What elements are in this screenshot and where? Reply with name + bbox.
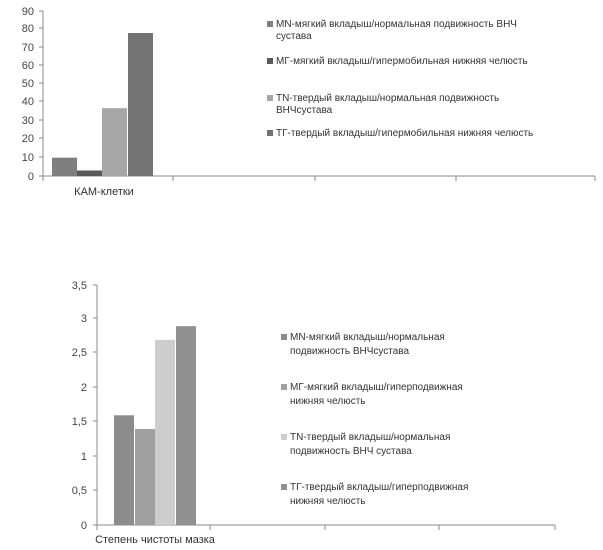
chart-2 <box>72 280 555 546</box>
legend-entry <box>276 19 517 42</box>
legend-entry-line: сустава <box>276 31 312 42</box>
legend-swatch <box>267 95 273 101</box>
y-tick-label: 80 <box>21 23 34 35</box>
y-tick-label: 30 <box>21 115 34 127</box>
y-tick-label: 20 <box>21 133 34 145</box>
x-category-label: Степень чистоты мазка <box>95 534 215 546</box>
legend-entry-line: MN-мягкий вкладыш/нормальная подвижность ВНЧ <box>276 19 517 30</box>
legend-entry <box>276 93 499 116</box>
bar-series-3 <box>155 340 175 525</box>
y-tick-label: 0,5 <box>71 485 87 497</box>
y-tick-label: 3 <box>80 313 87 325</box>
bar-series-4 <box>128 33 153 176</box>
legend-entry-line: TN-твердый вкладыш/нормальная подвижность <box>276 93 500 104</box>
legend-entry-line: подвижность ВНЧ сустава <box>290 446 412 457</box>
bar-series-4 <box>176 326 196 525</box>
y-tick-label: 90 <box>21 6 34 18</box>
legend-swatch <box>267 58 273 64</box>
y-tick-label: 40 <box>21 96 34 108</box>
legend-swatch <box>281 434 287 440</box>
legend-entry-line: MГ-мягкий вкладыш/гиперподвижная <box>290 382 463 393</box>
y-tick-label: 50 <box>21 78 34 90</box>
x-category-label: КАМ-клетки <box>74 186 134 198</box>
y-tick-label: 3,5 <box>71 280 87 292</box>
y-tick-label: 60 <box>21 60 34 72</box>
y-tick-label: 10 <box>21 152 34 164</box>
y-tick-label: 1 <box>80 451 87 463</box>
y-tick-label: 2 <box>80 382 87 394</box>
legend-swatch <box>281 334 287 340</box>
bar-series-1 <box>52 158 77 176</box>
legend-entry <box>276 127 533 139</box>
bar-series-2 <box>77 171 102 177</box>
bar-series-3 <box>102 108 127 176</box>
y-tick-label: 70 <box>21 42 34 54</box>
legend-entry <box>290 432 450 457</box>
legend-entry <box>290 332 445 357</box>
y-tick-label: 0 <box>27 171 34 183</box>
legend-entry-line: ВНЧсустава <box>276 105 333 116</box>
legend-entry-line: подвижность ВНЧсустава <box>290 346 410 357</box>
legend-swatch <box>281 384 287 390</box>
legend-swatch <box>267 130 273 136</box>
legend-entry <box>290 482 468 507</box>
legend-entry-line: TN-твердый вкладыш/нормальная <box>290 432 451 443</box>
legend-entry-line: MГ-мягкий вкладыш/гипермобильная нижняя челюсть <box>276 56 528 67</box>
legend-entry <box>290 382 463 407</box>
legend-entry-line: нижняя челюсть <box>290 496 366 507</box>
legend-swatch <box>267 21 273 27</box>
legend-swatch <box>281 484 287 490</box>
bar-series-2 <box>135 429 155 525</box>
chart-1 <box>22 6 595 198</box>
bar-series-1 <box>114 415 134 525</box>
legend-entry-line: TГ-твердый вкладыш/гипермобильная нижняя челюсть <box>276 128 534 139</box>
y-tick-label: 1,5 <box>71 416 87 428</box>
legend-entry-line: TГ-твердый вкладыш/гиперподвижная <box>290 482 469 493</box>
legend-entry-line: нижняя челюсть <box>290 396 366 407</box>
y-tick-label: 0 <box>80 520 87 532</box>
legend-entry <box>276 55 528 67</box>
legend-entry-line: MN-мягкий вкладыш/нормальная <box>290 332 445 343</box>
y-tick-label: 2,5 <box>71 347 87 359</box>
